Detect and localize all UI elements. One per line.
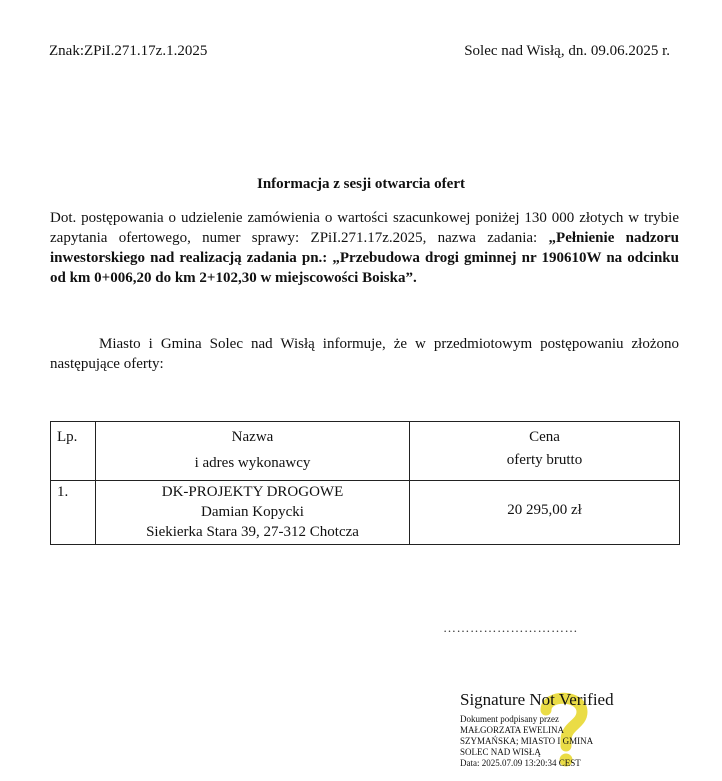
signature-line-4: SOLEC NAD WISŁĄ	[460, 747, 541, 757]
document-title: Informacja z sesji otwarcia ofert	[257, 176, 465, 192]
contractor-person: Damian Kopycki	[201, 504, 304, 520]
row-contractor	[96, 481, 410, 545]
statement-paragraph: Miasto i Gmina Solec nad Wisłą informuje, że w przedmiotowym postępowaniu złożono następujące oferty:	[50, 336, 679, 372]
header-price-line2: oferty brutto	[506, 452, 583, 468]
contractor-name: DK-PROJEKTY DROGOWE	[161, 484, 344, 500]
table-row	[51, 481, 680, 545]
intro-paragraph	[50, 208, 679, 288]
signature-details	[460, 714, 680, 769]
signature-line-1: Dokument podpisany przez	[460, 714, 559, 724]
intro-bold-text: „Pełnienie nadzoru inwestorskiego nad realizacją zadania pn.: „Przebudowa drogi gminnej nr 190610W na odcinku od km 0+006,20 do km 2+102,30 w miejscowości Boiska”.	[50, 230, 679, 286]
row-lp: 1.	[51, 481, 96, 545]
header-name	[96, 422, 410, 481]
table-header-row	[51, 422, 680, 481]
row-price	[410, 481, 680, 545]
header-name-line2: i adres wykonawcy	[194, 455, 311, 471]
signature-status: Signature Not Verified	[460, 690, 614, 709]
signature-line-2: MAŁGORZATA EWELINA	[460, 725, 565, 735]
reference-number: Znak:ZPiI.271.17z.1.2025	[49, 43, 208, 59]
header-price	[410, 422, 680, 481]
digital-signature-block	[460, 690, 680, 769]
place-and-date: Solec nad Wisłą, dn. 09.06.2025 r.	[464, 43, 670, 59]
header-name-line1: Nazwa	[231, 429, 274, 445]
intro-regular-text: Dot. postępowania o udzielenie zamówienia o wartości szacunkowej poniżej 130 000 złotych w trybie zapytania ofertowego, numer sprawy: ZPiI.271.17z.2025, nazwa zadania:	[50, 210, 679, 246]
offers-table	[50, 421, 680, 545]
signature-line-5: Data: 2025.07.09 13:20:34 CEST	[460, 758, 581, 768]
contractor-address: Siekierka Stara 39, 27-312 Chotcza	[146, 524, 359, 540]
signature-line-3: SZYMAŃSKA; MIASTO I GMINA	[460, 736, 594, 746]
signature-dots: …………………………	[443, 620, 578, 635]
header-lp: Lp.	[51, 422, 96, 481]
header-price-line1: Cena	[529, 429, 560, 445]
offer-price: 20 295,00 zł	[507, 502, 582, 518]
